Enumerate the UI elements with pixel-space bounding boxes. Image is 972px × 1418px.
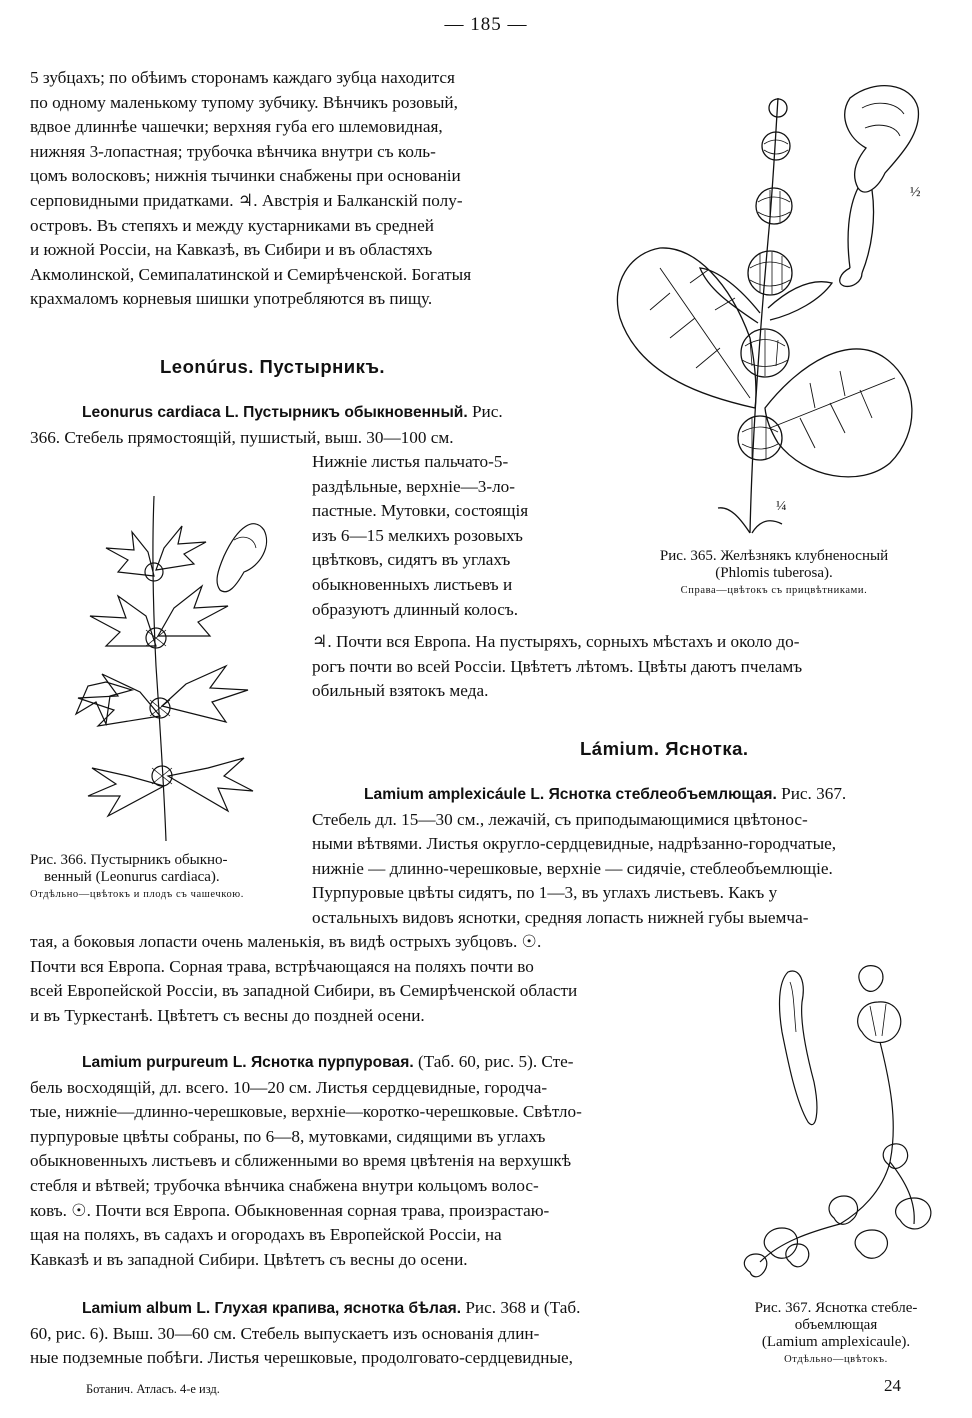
caption-note: Отдѣльно—цвѣтокъ и плодъ съ чашечкою. [30, 889, 244, 900]
figure-ref: Рис. 368 и (Таб. [461, 1298, 581, 1317]
caption-note: Справа—цвѣтокъ съ прицвѣтниками. [680, 585, 868, 596]
svg-text:¼: ¼ [776, 499, 787, 514]
species-first-line [312, 782, 948, 808]
species-first-line [30, 1296, 702, 1322]
leonurus-illustration [48, 486, 284, 846]
amplexicaule-continued [30, 930, 702, 1028]
text-line: ные подземные побѣги. Листья черешковые, продолговато-сердцевидные, [30, 1348, 573, 1368]
caption-title: Рис. 365. Желѣзнякъ клубненосный [659, 548, 889, 564]
text-line: тая, а боковыя лопасти очень маленькія, въ видѣ острыхъ зубцовъ. ☉. [30, 932, 542, 951]
figure-367-caption [720, 1300, 952, 1368]
text-line: обыкновенныхъ листьевъ и [312, 574, 513, 594]
figure-365 [600, 78, 948, 540]
text-line: цомъ волосковъ; нижнія тычинки снабжены при основаніи [30, 166, 461, 186]
caption-title: Рис. 367. Яснотка стебле- [754, 1300, 918, 1316]
text-line: бель восходящій, дл. всего. 10—20 см. Листья сердцевидные, городча- [30, 1077, 548, 1097]
text-line: Стебель дл. 15—30 см., лежачій, съ приподымающимися цвѣтонос- [312, 809, 808, 829]
species-lamium-amplexicaule [312, 782, 948, 931]
species-name: Lamium amplexicáule L. Яснотка стеблеобъемлющая. [364, 786, 777, 803]
figure-367 [730, 962, 944, 1292]
text-line: и южной Россіи, на Кавказѣ, въ Сибири и въ областяхъ [30, 240, 433, 260]
phlomis-illustration [600, 78, 948, 540]
text-line: ковъ. ☉. Почти вся Европа. Обыкновенная сорная трава, произрастаю- [30, 1200, 550, 1220]
text-line: крахмаломъ корневыя шишки употребляются въ пищу. [30, 289, 433, 309]
text-line: 60, рис. 6). Выш. 30—60 см. Стебель выпускаетъ изъ основанія длин- [30, 1323, 540, 1343]
footer-left: Ботанич. Атласъ. 4-е изд. [86, 1382, 220, 1396]
species-name: Lamium purpureum L. Яснотка пурпуровая. [82, 1054, 414, 1071]
figure-366-caption [30, 852, 292, 903]
text-line: серповидными придатками. ♃. Австрія и Балканскій полу- [30, 190, 463, 210]
caption-title: Рис. 366. Пустырникъ обыкно- [30, 852, 228, 868]
leonurus-continued [312, 630, 948, 704]
text-line: 366. Стебель прямостоящій, пушистый, выш. 30—100 см. [30, 427, 454, 447]
text-line: Кавказѣ и въ западной Сибири. Цвѣтетъ съ весны до осени. [30, 1249, 468, 1269]
text-line: изъ 6—15 мелкихъ розовыхъ [312, 525, 523, 545]
text-line: обыкновенныхъ листьевъ и сближенными во время цвѣтенія на верхушкѣ [30, 1151, 572, 1171]
caption-species: венный (Leonurus cardiaca). [44, 869, 220, 885]
caption-note: Отдѣльно—цвѣтокъ. [784, 1354, 888, 1365]
text-line: Пурпуровые цвѣты сидятъ, по 1—3, въ углахъ листьевъ. Какъ у [312, 883, 778, 903]
footer-right: 24 [884, 1376, 901, 1395]
text-line: 5 зубцахъ; по обѣимъ сторонамъ каждаго зубца находится [30, 68, 455, 87]
species-name: Leonurus cardiaca L. Пустырникъ обыкновенный. [82, 404, 468, 421]
svg-text:½: ½ [910, 185, 921, 200]
text-line: тые, нижніе—длинно-черешковые, верхніе—коротко-черешковые. Свѣтло- [30, 1102, 582, 1122]
text-line: вдвое длиннѣе чашечки; верхняя губа его шлемовидная, [30, 117, 443, 137]
text-line: Акмолинской, Семипалатинской и Семирѣченской. Богатыя [30, 264, 472, 284]
intro-paragraph [30, 66, 568, 312]
page-number: — 185 — [444, 14, 528, 35]
text-line: всей Европейской Россіи, въ западной Сибири, въ Семирѣченской области [30, 981, 578, 1001]
text-line: щая на поляхъ, въ садахъ и огородахъ въ Европейской Россіи, на [30, 1225, 502, 1245]
text-line: Почти вся Европа. Сорная трава, встрѣчающаяся на поляхъ почти во [30, 956, 534, 976]
caption-species: (Lamium amplexicaule). [761, 1334, 911, 1350]
text-line: обильный взятокъ меда. [312, 681, 489, 701]
text-line: Нижніе листья пальчато-5- [312, 452, 509, 471]
species-lamium-purpureum [30, 1050, 702, 1272]
figure-365-caption [600, 548, 948, 599]
species-first-line [30, 1050, 702, 1076]
text-line: образуютъ длинный колосъ. [312, 599, 519, 619]
figure-ref: Рис. [467, 402, 503, 421]
species-lamium-album [30, 1296, 702, 1371]
species-leonurus-cardiaca [30, 400, 568, 450]
genus-heading-leonurus: Leonúrus. Пустырникъ. [160, 356, 386, 377]
text-line: пурпуровые цвѣты собраны, по 6—8, мутовками, сидящими въ углахъ [30, 1126, 546, 1146]
figure-366 [48, 486, 284, 846]
text-line: нижняя 3-лопастная; трубочка вѣнчика внутри съ коль- [30, 141, 436, 161]
text-line: ными вѣтвями. Листья округло-сердцевидные, надрѣзанно-городчатые, [312, 834, 837, 854]
caption-species: (Phlomis tuberosa). [715, 565, 833, 581]
lamium-illustration [730, 962, 944, 1292]
text-line: остальныхъ видовъ яснотки, средняя лопасть нижней губы выемча- [312, 907, 809, 927]
table-ref: (Таб. 60, рис. 5). Сте- [413, 1052, 574, 1071]
text-line: пастные. Мутовки, состоящія [312, 501, 529, 521]
genus-heading-lamium: Lámium. Яснотка. [580, 738, 749, 759]
text-line: цвѣтковъ, сидятъ въ углахъ [312, 550, 511, 570]
leonurus-column [312, 450, 568, 622]
text-line: раздѣльные, верхніе—3-ло- [312, 476, 515, 496]
species-first-line [30, 400, 568, 426]
text-line: по одному маленькому тупому зубчику. Вѣнчикъ розовый, [30, 92, 458, 112]
text-line: рогъ почти во всей Россіи. Цвѣтетъ лѣтомъ. Цвѣты даютъ пчеламъ [312, 656, 803, 676]
figure-ref: Рис. 367. [776, 784, 847, 803]
text-line: нижніе — длинно-черешковые, верхніе — сидячіе, стеблеобъемлющіе. [312, 858, 833, 878]
caption-species-ru: объемлющая [794, 1317, 878, 1333]
text-line: стебля и вѣтвей; трубочка вѣнчика снабжена внутри кольцомъ волос- [30, 1175, 539, 1195]
text-line: островъ. Въ степяхъ и между кустарниками въ средней [30, 215, 434, 235]
text-line: ♃. Почти вся Европа. На пустыряхъ, сорныхъ мѣстахъ и около до- [312, 632, 800, 651]
species-name: Lamium album L. Глухая крапива, яснотка бѣлая. [82, 1300, 462, 1317]
text-line: и въ Туркестанѣ. Цвѣтетъ съ весны до поздней осени. [30, 1005, 425, 1025]
